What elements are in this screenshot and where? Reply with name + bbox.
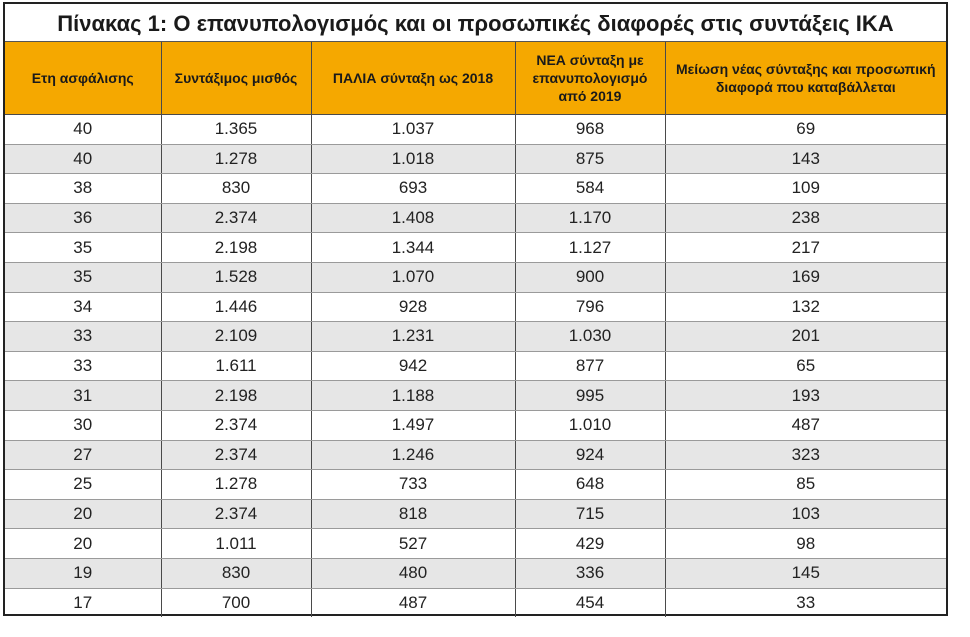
new-pension-cell: 454 bbox=[515, 588, 665, 617]
salary-cell: 2.198 bbox=[161, 381, 311, 411]
pension-table-figure bbox=[3, 2, 948, 616]
difference-cell: 323 bbox=[665, 440, 946, 470]
old-pension-cell: 1.344 bbox=[311, 233, 515, 263]
salary-cell: 830 bbox=[161, 558, 311, 588]
old-pension-cell: 1.497 bbox=[311, 410, 515, 440]
new-pension-cell: 1.127 bbox=[515, 233, 665, 263]
table-title: Πίνακας 1: Ο επανυπολογισμός και οι προσωπικές διαφορές στις συντάξεις ΙΚΑ bbox=[5, 4, 946, 42]
years-cell: 35 bbox=[5, 233, 161, 263]
new-pension-cell: 715 bbox=[515, 499, 665, 529]
table-row bbox=[5, 292, 946, 322]
new-pension-cell: 1.030 bbox=[515, 322, 665, 352]
difference-cell: 65 bbox=[665, 351, 946, 381]
salary-cell: 1.365 bbox=[161, 115, 311, 145]
difference-cell: 201 bbox=[665, 322, 946, 352]
salary-cell: 830 bbox=[161, 174, 311, 204]
years-cell: 27 bbox=[5, 440, 161, 470]
new-pension-cell: 1.170 bbox=[515, 203, 665, 233]
years-cell: 40 bbox=[5, 144, 161, 174]
new-pension-cell: 875 bbox=[515, 144, 665, 174]
header-row bbox=[5, 42, 946, 115]
difference-cell: 193 bbox=[665, 381, 946, 411]
years-cell: 38 bbox=[5, 174, 161, 204]
difference-cell: 98 bbox=[665, 529, 946, 559]
years-cell: 33 bbox=[5, 351, 161, 381]
salary-cell: 700 bbox=[161, 588, 311, 617]
salary-cell: 2.198 bbox=[161, 233, 311, 263]
old-pension-cell: 1.188 bbox=[311, 381, 515, 411]
old-pension-cell: 1.231 bbox=[311, 322, 515, 352]
difference-cell: 109 bbox=[665, 174, 946, 204]
table-row bbox=[5, 233, 946, 263]
table-row bbox=[5, 174, 946, 204]
years-cell: 20 bbox=[5, 499, 161, 529]
new-pension-cell: 584 bbox=[515, 174, 665, 204]
table-row bbox=[5, 588, 946, 617]
years-cell: 34 bbox=[5, 292, 161, 322]
salary-cell: 1.611 bbox=[161, 351, 311, 381]
salary-cell: 2.374 bbox=[161, 499, 311, 529]
new-pension-cell: 796 bbox=[515, 292, 665, 322]
table-row bbox=[5, 558, 946, 588]
difference-cell: 487 bbox=[665, 410, 946, 440]
salary-cell: 1.528 bbox=[161, 262, 311, 292]
years-cell: 17 bbox=[5, 588, 161, 617]
new-pension-cell: 877 bbox=[515, 351, 665, 381]
salary-cell: 1.278 bbox=[161, 470, 311, 500]
salary-cell: 2.109 bbox=[161, 322, 311, 352]
salary-cell: 2.374 bbox=[161, 203, 311, 233]
column-header-salary: Συντάξιμος μισθός bbox=[161, 42, 311, 115]
column-header-years: Ετη ασφάλισης bbox=[5, 42, 161, 115]
table-row bbox=[5, 262, 946, 292]
years-cell: 31 bbox=[5, 381, 161, 411]
difference-cell: 33 bbox=[665, 588, 946, 617]
old-pension-cell: 487 bbox=[311, 588, 515, 617]
years-cell: 20 bbox=[5, 529, 161, 559]
salary-cell: 1.446 bbox=[161, 292, 311, 322]
difference-cell: 69 bbox=[665, 115, 946, 145]
table-row bbox=[5, 440, 946, 470]
old-pension-cell: 942 bbox=[311, 351, 515, 381]
new-pension-cell: 429 bbox=[515, 529, 665, 559]
old-pension-cell: 928 bbox=[311, 292, 515, 322]
difference-cell: 143 bbox=[665, 144, 946, 174]
table-row bbox=[5, 144, 946, 174]
difference-cell: 103 bbox=[665, 499, 946, 529]
salary-cell: 2.374 bbox=[161, 440, 311, 470]
difference-cell: 132 bbox=[665, 292, 946, 322]
old-pension-cell: 733 bbox=[311, 470, 515, 500]
table-row bbox=[5, 499, 946, 529]
table-row bbox=[5, 529, 946, 559]
old-pension-cell: 1.408 bbox=[311, 203, 515, 233]
column-header-difference: Μείωση νέας σύνταξης και προσωπική διαφορά που καταβάλλεται bbox=[665, 42, 946, 115]
table-row bbox=[5, 115, 946, 145]
difference-cell: 85 bbox=[665, 470, 946, 500]
old-pension-cell: 480 bbox=[311, 558, 515, 588]
table-row bbox=[5, 203, 946, 233]
new-pension-cell: 995 bbox=[515, 381, 665, 411]
table-row bbox=[5, 381, 946, 411]
new-pension-cell: 968 bbox=[515, 115, 665, 145]
column-header-old-pension: ΠΑΛΙΑ σύνταξη ως 2018 bbox=[311, 42, 515, 115]
years-cell: 36 bbox=[5, 203, 161, 233]
table-row bbox=[5, 351, 946, 381]
new-pension-cell: 648 bbox=[515, 470, 665, 500]
years-cell: 40 bbox=[5, 115, 161, 145]
salary-cell: 1.011 bbox=[161, 529, 311, 559]
old-pension-cell: 1.018 bbox=[311, 144, 515, 174]
old-pension-cell: 693 bbox=[311, 174, 515, 204]
pension-table bbox=[5, 42, 946, 617]
years-cell: 30 bbox=[5, 410, 161, 440]
difference-cell: 169 bbox=[665, 262, 946, 292]
salary-cell: 1.278 bbox=[161, 144, 311, 174]
old-pension-cell: 818 bbox=[311, 499, 515, 529]
new-pension-cell: 924 bbox=[515, 440, 665, 470]
difference-cell: 145 bbox=[665, 558, 946, 588]
table-row bbox=[5, 322, 946, 352]
old-pension-cell: 1.246 bbox=[311, 440, 515, 470]
old-pension-cell: 1.037 bbox=[311, 115, 515, 145]
difference-cell: 238 bbox=[665, 203, 946, 233]
new-pension-cell: 336 bbox=[515, 558, 665, 588]
years-cell: 35 bbox=[5, 262, 161, 292]
old-pension-cell: 1.070 bbox=[311, 262, 515, 292]
table-row bbox=[5, 470, 946, 500]
new-pension-cell: 1.010 bbox=[515, 410, 665, 440]
difference-cell: 217 bbox=[665, 233, 946, 263]
years-cell: 33 bbox=[5, 322, 161, 352]
table-row bbox=[5, 410, 946, 440]
years-cell: 19 bbox=[5, 558, 161, 588]
years-cell: 25 bbox=[5, 470, 161, 500]
column-header-new-pension: ΝΕΑ σύνταξη με επανυπολογισμό από 2019 bbox=[515, 42, 665, 115]
salary-cell: 2.374 bbox=[161, 410, 311, 440]
table-body bbox=[5, 115, 946, 618]
new-pension-cell: 900 bbox=[515, 262, 665, 292]
old-pension-cell: 527 bbox=[311, 529, 515, 559]
